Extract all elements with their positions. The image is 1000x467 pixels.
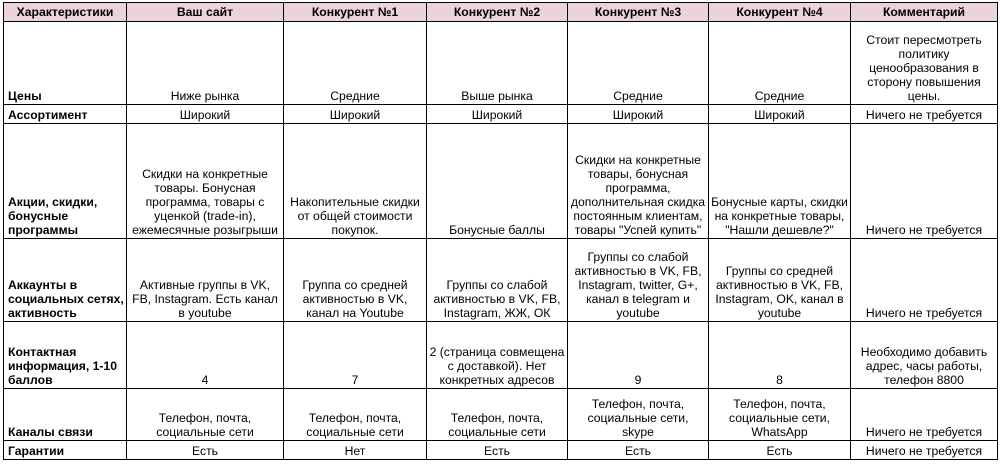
table-cell: Телефон, почта, социальные сети xyxy=(427,389,568,441)
comment-cell: Ничего не требуется xyxy=(851,105,998,124)
table-cell: 9 xyxy=(568,322,709,389)
header-competitor-4: Конкурент №4 xyxy=(709,3,851,22)
header-characteristics: Характеристики xyxy=(4,3,127,22)
table-cell: Широкий xyxy=(127,105,284,124)
row-label: Каналы связи xyxy=(4,389,127,441)
row-label: Контактная информация, 1-10 баллов xyxy=(4,322,127,389)
table-cell: Группы со слабой активностью в VK, FB, Instagram, twitter, G+, канал в telegram и youtube xyxy=(568,239,709,322)
table-cell: Активные группы в VK, FB, Instagram. Есть канал в youtube xyxy=(127,239,284,322)
row-label: Ассортимент xyxy=(4,105,127,124)
header-competitor-1: Конкурент №1 xyxy=(284,3,427,22)
table-cell: 2 (страница совмещена с доставкой). Нет конкретных адресов xyxy=(427,322,568,389)
table-cell: Телефон, почта, социальные сети xyxy=(284,389,427,441)
comparison-sheet xyxy=(3,2,998,460)
table-cell: Широкий xyxy=(284,105,427,124)
comment-cell: Ничего не требуется xyxy=(851,441,998,460)
comment-cell: Ничего не требуется xyxy=(851,239,998,322)
table-cell: Бонусные карты, скидки на конкретные товары, "Нашли дешевле?" xyxy=(709,124,851,239)
header-your-site: Ваш сайт xyxy=(127,3,284,22)
table-cell: 4 xyxy=(127,322,284,389)
table-cell: Широкий xyxy=(709,105,851,124)
table-cell: Группы со слабой активностью в VK, FB, Instagram, ЖЖ, ОК xyxy=(427,239,568,322)
header-competitor-3: Конкурент №3 xyxy=(568,3,709,22)
comment-cell: Стоит пересмотреть политику ценообразования в сторону повышения цены. xyxy=(851,22,998,105)
table-cell: Есть xyxy=(427,441,568,460)
table-cell: Широкий xyxy=(568,105,709,124)
table-cell: Телефон, почта, социальные сети, WhatsApp xyxy=(709,389,851,441)
table-cell: Нет xyxy=(284,441,427,460)
row-label: Цены xyxy=(4,22,127,105)
header-competitor-2: Конкурент №2 xyxy=(427,3,568,22)
table-row xyxy=(4,22,998,105)
table-cell: Средние xyxy=(568,22,709,105)
row-label: Акции, скидки, бонусные программы xyxy=(4,124,127,239)
table-row xyxy=(4,441,998,460)
table-cell: Есть xyxy=(127,441,284,460)
comment-cell: Необходимо добавить адрес, часы работы, телефон 8800 xyxy=(851,322,998,389)
table-cell: Телефон, почта, социальные сети, skype xyxy=(568,389,709,441)
row-label: Гарантии xyxy=(4,441,127,460)
table-cell: Накопительные скидки от общей стоимости покупок. xyxy=(284,124,427,239)
table-cell: Ниже рынка xyxy=(127,22,284,105)
table-cell: Есть xyxy=(709,441,851,460)
comment-cell: Ничего не требуется xyxy=(851,389,998,441)
table-row xyxy=(4,105,998,124)
table-row xyxy=(4,239,998,322)
table-cell: Телефон, почта, социальные сети xyxy=(127,389,284,441)
table-row xyxy=(4,389,998,441)
comment-cell: Ничего не требуется xyxy=(851,124,998,239)
table-cell: Широкий xyxy=(427,105,568,124)
table-cell: 8 xyxy=(709,322,851,389)
table-row xyxy=(4,322,998,389)
competitor-comparison-table xyxy=(3,2,998,460)
header-comment: Комментарий xyxy=(851,3,998,22)
table-cell: 7 xyxy=(284,322,427,389)
table-cell: Скидки на конкретные товары, бонусная программа, дополнительная скидка постоянным клиентам, товары "Успей купить" xyxy=(568,124,709,239)
table-cell: Средние xyxy=(284,22,427,105)
table-cell: Средние xyxy=(709,22,851,105)
row-label: Аккаунты в социальных сетях, активность xyxy=(4,239,127,322)
table-cell: Группа со средней активностью в VK, канал на Youtube xyxy=(284,239,427,322)
table-cell: Бонусные баллы xyxy=(427,124,568,239)
table-cell: Выше рынка xyxy=(427,22,568,105)
table-cell: Группы со средней активностью в VK, FB, Instagram, OK, канал в youtube xyxy=(709,239,851,322)
header-row xyxy=(4,3,998,22)
table-cell: Есть xyxy=(568,441,709,460)
table-row xyxy=(4,124,998,239)
table-cell: Скидки на конкретные товары. Бонусная программа, товары с уценкой (trade-in), ежемесячные розыгрыши xyxy=(127,124,284,239)
